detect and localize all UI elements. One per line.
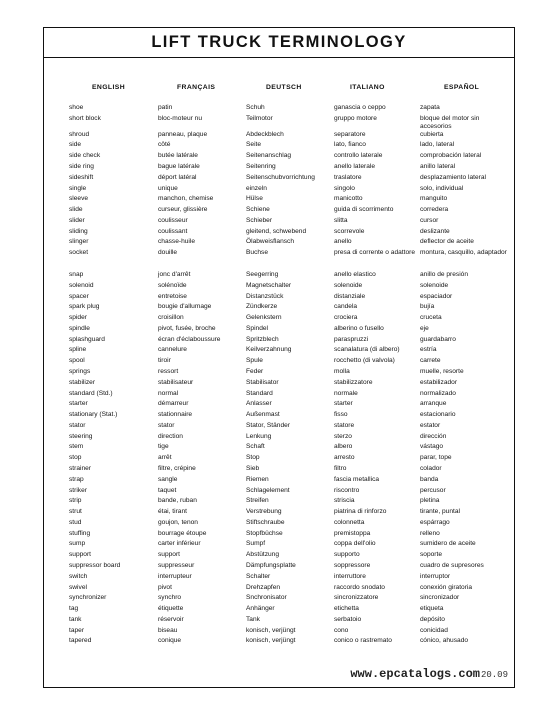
footer (350, 667, 508, 681)
term-english: shoe (69, 104, 84, 111)
term-espanol: deslizante (420, 227, 450, 235)
term-italiano: ganascia o ceppo (334, 104, 386, 111)
term-italiano: slitta (334, 216, 348, 224)
term-francais: étai, tirant (158, 508, 187, 516)
term-espanol: eje (420, 324, 429, 332)
term-english: suppressor board (69, 562, 121, 569)
term-deutsch: Spindel (246, 324, 268, 332)
term-english: side ring (69, 162, 94, 170)
term-english: sliding (69, 227, 88, 235)
term-francais: bloc-moteur nu (158, 114, 202, 122)
term-english: slider (69, 216, 85, 224)
term-francais: déport latéral (158, 173, 197, 181)
term-deutsch: Feder (246, 367, 264, 375)
term-deutsch: konisch, verjüngt (246, 626, 296, 634)
term-francais: coulissant (158, 227, 188, 235)
term-deutsch: Standard (246, 389, 273, 397)
term-francais: pivot, fusée, broche (158, 324, 216, 332)
term-francais: conique (158, 637, 182, 645)
term-deutsch: Gelenkstern (246, 314, 282, 321)
term-francais: douille (158, 249, 178, 257)
term-deutsch: Schlagelement (246, 486, 290, 494)
term-espanol: tirante, puntal (420, 508, 460, 516)
term-espanol: depósito (420, 615, 445, 623)
term-italiano: solenoide (334, 281, 363, 289)
term-espanol: estría (420, 346, 437, 354)
term-italiano: sterzo (334, 432, 352, 440)
term-english: springs (69, 367, 91, 375)
term-francais: chasse-huile (158, 238, 196, 246)
term-francais: bourrage étoupe (158, 529, 207, 537)
term-deutsch: Schaft (246, 443, 265, 451)
term-english: stabilizer (69, 378, 96, 386)
term-deutsch: Stabilisator (246, 378, 279, 386)
term-francais: tiroir (158, 357, 171, 365)
term-italiano: rocchetto (di valvola) (334, 357, 395, 365)
term-italiano: paraspruzzi (334, 335, 369, 343)
term-espanol: soporte (420, 551, 442, 559)
term-italiano: molla (334, 367, 350, 375)
term-italiano: riscontro (334, 486, 360, 494)
term-english: sideshift (69, 173, 94, 181)
term-english: standard (Std.) (69, 389, 113, 397)
term-english: splashguard (69, 335, 105, 343)
term-english: spacer (69, 292, 89, 300)
term-espanol: interruptor (420, 572, 451, 580)
term-deutsch: Seitenschubvorrichtung (246, 173, 315, 181)
term-espanol: espaciador (420, 292, 453, 300)
term-italiano: anello elastico (334, 270, 376, 278)
term-deutsch: einzeln (246, 184, 267, 192)
term-espanol: cuadro de supresores (420, 562, 484, 569)
term-francais: coulisseur (158, 216, 188, 224)
term-english: switch (69, 572, 88, 580)
term-francais: synchro (158, 594, 182, 602)
term-deutsch: Schiene (246, 206, 270, 213)
term-italiano: normale (334, 389, 358, 397)
term-italiano: singolo (334, 184, 355, 192)
term-espanol: zapata (420, 104, 440, 111)
term-english: solenoid (69, 281, 94, 289)
term-italiano: separatore (334, 130, 366, 138)
term-deutsch: Magnetschalter (246, 281, 292, 289)
term-deutsch: Außenmast (246, 411, 280, 419)
term-english: slinger (69, 238, 89, 246)
term-espanol: manguito (420, 195, 448, 203)
term-english: sump (69, 540, 86, 548)
term-espanol: sincronizador (420, 594, 460, 602)
term-francais: jonc d'arrêt (158, 270, 191, 278)
term-italiano: distanziale (334, 292, 366, 300)
term-deutsch: Seegerring (246, 270, 279, 278)
term-espanol: etiqueta (420, 605, 444, 613)
term-english: strip (69, 497, 82, 505)
term-english: stud (69, 518, 82, 526)
term-italiano: alberino o fusello (334, 324, 384, 332)
term-italiano: controllo laterale (334, 152, 383, 160)
term-espanol: cónico, ahusado (420, 637, 469, 645)
term-english: stuffing (69, 529, 91, 537)
term-english: side (69, 141, 82, 149)
term-francais: réservoir (158, 615, 184, 623)
term-espanol: conexión giratoria (420, 583, 473, 591)
term-espanol: banda (420, 475, 439, 483)
term-espanol: normalizado (420, 389, 456, 397)
term-deutsch: Stop (246, 454, 260, 462)
term-deutsch: Keilverzahnung (246, 346, 292, 354)
term-italiano: conico o rastremato (334, 637, 392, 645)
term-francais: bougie d'allumage (158, 303, 212, 311)
term-deutsch: Hülse (246, 195, 263, 203)
term-francais: interrupteur (158, 572, 192, 580)
term-francais: biseau (158, 626, 178, 634)
term-deutsch: Seitenring (246, 162, 276, 170)
term-english: taper (69, 626, 85, 634)
term-espanol: estacionario (420, 411, 456, 419)
term-espanol: solenoide (420, 281, 449, 289)
term-italiano: supporto (334, 551, 360, 559)
term-english: spindle (69, 324, 90, 332)
term-espanol: lado, lateral (420, 141, 455, 149)
header-english: ENGLISH (92, 84, 126, 91)
page-title: LIFT TRUCK TERMINOLOGY (151, 33, 407, 51)
term-deutsch: Zündkerze (246, 303, 278, 311)
term-francais: direction (158, 432, 183, 440)
term-francais: butée latérale (158, 152, 198, 160)
term-italiano: striscia (334, 497, 355, 505)
term-english: short block (69, 114, 101, 122)
term-english: spider (69, 314, 87, 321)
term-espanol: muelle, resorte (420, 367, 464, 375)
term-espanol: bujía (420, 303, 435, 311)
term-espanol: estator (420, 421, 441, 429)
term-italiano: stabilizzatore (334, 378, 373, 386)
term-francais: entretoise (158, 292, 187, 300)
term-francais: support (158, 551, 180, 559)
term-francais: ressort (158, 367, 179, 375)
term-espanol: colador (420, 465, 442, 472)
term-italiano: filtro (334, 465, 347, 472)
term-francais: bande, ruban (158, 497, 197, 505)
term-francais: goujon, tenon (158, 518, 198, 526)
term-english: striker (69, 486, 87, 494)
term-deutsch: Abstützung (246, 551, 279, 559)
term-deutsch: Stiftschraube (246, 518, 285, 526)
term-table (44, 28, 514, 687)
term-italiano: traslatore (334, 173, 362, 181)
term-english: spline (69, 346, 87, 354)
term-english: single (69, 184, 87, 192)
term-deutsch: Sieb (246, 465, 260, 472)
term-francais: écran d'éclaboussure (158, 335, 221, 343)
term-italiano: arresto (334, 454, 355, 462)
term-italiano: guida di scorrimento (334, 206, 394, 213)
term-espanol: anillo lateral (420, 162, 456, 170)
term-english: strut (69, 508, 82, 516)
term-italiano: gruppo motore (334, 114, 377, 122)
term-english: stem (69, 443, 84, 451)
term-english: side check (69, 152, 101, 160)
term-espanol: cursor (420, 216, 439, 224)
term-francais: curseur, glissière (158, 206, 208, 213)
term-english: synchronizer (69, 594, 107, 602)
term-english: tag (69, 605, 79, 613)
term-francais: pivot (158, 583, 172, 591)
term-deutsch: Ölabweisflansch (246, 238, 295, 246)
term-francais: patin (158, 104, 173, 111)
term-deutsch: Teilmotor (246, 114, 273, 122)
term-deutsch: Drehzapfen (246, 583, 281, 591)
term-english: strainer (69, 465, 91, 472)
term-francais: manchon, chemise (158, 195, 214, 203)
term-espanol: dirección (420, 432, 447, 440)
term-espanol: corredera (420, 206, 449, 213)
term-francais: tige (158, 443, 169, 451)
term-espanol: deflector de aceite (420, 238, 474, 246)
term-espanol: espárrago (420, 518, 450, 526)
term-deutsch: Streifen (246, 497, 269, 505)
term-italiano: fascia metallica (334, 475, 380, 483)
term-english: tank (69, 615, 82, 623)
term-deutsch: Seitenanschlag (246, 152, 292, 160)
term-english: tapered (69, 637, 92, 645)
term-francais: stabilisateur (158, 378, 194, 386)
term-espanol: vástago (420, 443, 444, 451)
term-italiano: anello laterale (334, 162, 376, 170)
term-deutsch: Stator, Ständer (246, 421, 290, 429)
term-english: stop (69, 454, 82, 462)
term-francais: bague latérale (158, 162, 200, 170)
term-italiano: presa di corrente o adattore (334, 249, 416, 257)
term-italiano: statore (334, 421, 355, 429)
term-english: shroud (69, 130, 90, 138)
term-francais: étiquette (158, 605, 184, 613)
page-number: 20.09 (480, 670, 508, 680)
term-italiano: fisso (334, 411, 348, 419)
term-francais: arrêt (158, 454, 172, 462)
term-espanol: cubierta (420, 130, 444, 138)
term-english: spark plug (69, 303, 100, 311)
term-italiano: sincronizzatore (334, 594, 379, 602)
term-espanol: carrete (420, 357, 441, 365)
term-francais: côté (158, 141, 171, 149)
term-italiano: coppa dell'olio (334, 540, 376, 548)
term-italiano: starter (334, 400, 353, 408)
term-italiano: albero (334, 443, 353, 451)
term-deutsch: konisch, verjüngt (246, 637, 296, 645)
term-italiano: anello (334, 238, 352, 246)
term-italiano: piatrina di rinforzo (334, 508, 387, 516)
term-deutsch: Anlasser (246, 400, 272, 408)
term-espanol: cruceta (420, 314, 442, 321)
term-italiano: scorrevole (334, 227, 365, 235)
term-deutsch: Spritzblech (246, 335, 279, 343)
term-deutsch: Schalter (246, 572, 271, 580)
term-italiano: soppressore (334, 562, 371, 569)
term-espanol: estabilizador (420, 378, 458, 386)
header-espanol: ESPAÑOL (444, 84, 480, 91)
term-italiano: interruttore (334, 572, 366, 580)
term-deutsch: Buchse (246, 249, 268, 257)
term-francais: taquet (158, 486, 177, 494)
term-english: stationary (Stat.) (69, 411, 118, 419)
term-espanol: solo, individual (420, 184, 464, 192)
term-italiano: manicotto (334, 195, 363, 203)
term-italiano: raccordo snodato (334, 583, 385, 591)
term-espanol: montura, casquillo, adaptador (420, 249, 507, 257)
term-francais: carter inférieur (158, 540, 201, 548)
term-english: snap (69, 270, 84, 278)
term-francais: panneau, plaque (158, 130, 208, 138)
term-deutsch: Verstrebung (246, 508, 282, 516)
term-espanol: sumidero de aceite (420, 540, 476, 548)
term-deutsch: Anhänger (246, 605, 275, 613)
term-deutsch: Schuh (246, 104, 265, 111)
term-espanol: desplazamiento lateral (420, 173, 486, 181)
term-deutsch: Dämpfungsplatte (246, 562, 296, 569)
term-italiano: premistoppa (334, 529, 371, 537)
term-italiano: crociera (334, 314, 358, 321)
term-espanol: percusor (420, 486, 446, 494)
term-italiano: etichetta (334, 605, 359, 613)
term-espanol: anillo de presión (420, 270, 469, 278)
term-english: swivel (69, 583, 87, 591)
term-francais: démarreur (158, 400, 189, 408)
term-deutsch: Stopfbüchse (246, 529, 283, 537)
term-english: spool (69, 357, 85, 365)
term-francais: suppresseur (158, 562, 195, 569)
term-espanol: bloque del motor sin accesorios (420, 114, 480, 130)
term-deutsch: Riemen (246, 475, 269, 483)
term-deutsch: gleitend, schwebend (246, 227, 307, 235)
term-francais: unique (158, 184, 178, 192)
term-italiano: serbatoio (334, 615, 362, 623)
term-francais: stator (158, 421, 175, 429)
term-deutsch: Abdeckblech (246, 130, 284, 138)
term-espanol: pletina (420, 497, 440, 505)
term-italiano: lato, fianco (334, 141, 366, 149)
term-deutsch: Spule (246, 357, 263, 365)
term-francais: sangle (158, 475, 178, 483)
term-english: socket (69, 249, 89, 257)
term-francais: normal (158, 389, 179, 397)
term-espanol: arranque (420, 400, 447, 408)
watermark-text: www.epcatalogs.com (350, 667, 480, 681)
term-deutsch: Seite (246, 141, 262, 149)
term-deutsch: Lenkung (246, 432, 272, 440)
term-english: stator (69, 421, 86, 429)
term-francais: stationnaire (158, 411, 193, 419)
term-english: starter (69, 400, 88, 408)
term-italiano: cono (334, 626, 349, 634)
header-italiano: ITALIANO (350, 84, 385, 91)
term-francais: cannelure (158, 346, 187, 354)
term-deutsch: Sumpf (246, 540, 266, 548)
term-italiano: candela (334, 303, 358, 311)
term-espanol: relleno (420, 529, 440, 537)
term-deutsch: Snchronisator (246, 594, 287, 602)
terminology-sheet (43, 27, 515, 688)
term-english: sleeve (69, 195, 89, 203)
term-espanol: guardabarro (420, 335, 456, 343)
term-francais: filtre, crépine (158, 465, 196, 472)
term-italiano: colonnetta (334, 518, 365, 526)
term-english: support (69, 551, 91, 559)
term-francais: croisillon (158, 314, 184, 321)
term-espanol: parar, tope (420, 454, 452, 462)
term-english: slide (69, 206, 83, 213)
header-deutsch: DEUTSCH (266, 84, 302, 91)
term-deutsch: Distanzstück (246, 292, 284, 300)
term-italiano: scanalatura (di albero) (334, 346, 400, 354)
term-deutsch: Tank (246, 615, 260, 623)
term-english: steering (69, 432, 93, 440)
term-espanol: conicidad (420, 626, 448, 634)
term-francais: solénoïde (158, 281, 187, 289)
header-francais: FRANÇAIS (177, 84, 216, 91)
term-deutsch: Schieber (246, 216, 273, 224)
term-english: strap (69, 475, 84, 483)
term-espanol: comprobación lateral (420, 152, 482, 160)
